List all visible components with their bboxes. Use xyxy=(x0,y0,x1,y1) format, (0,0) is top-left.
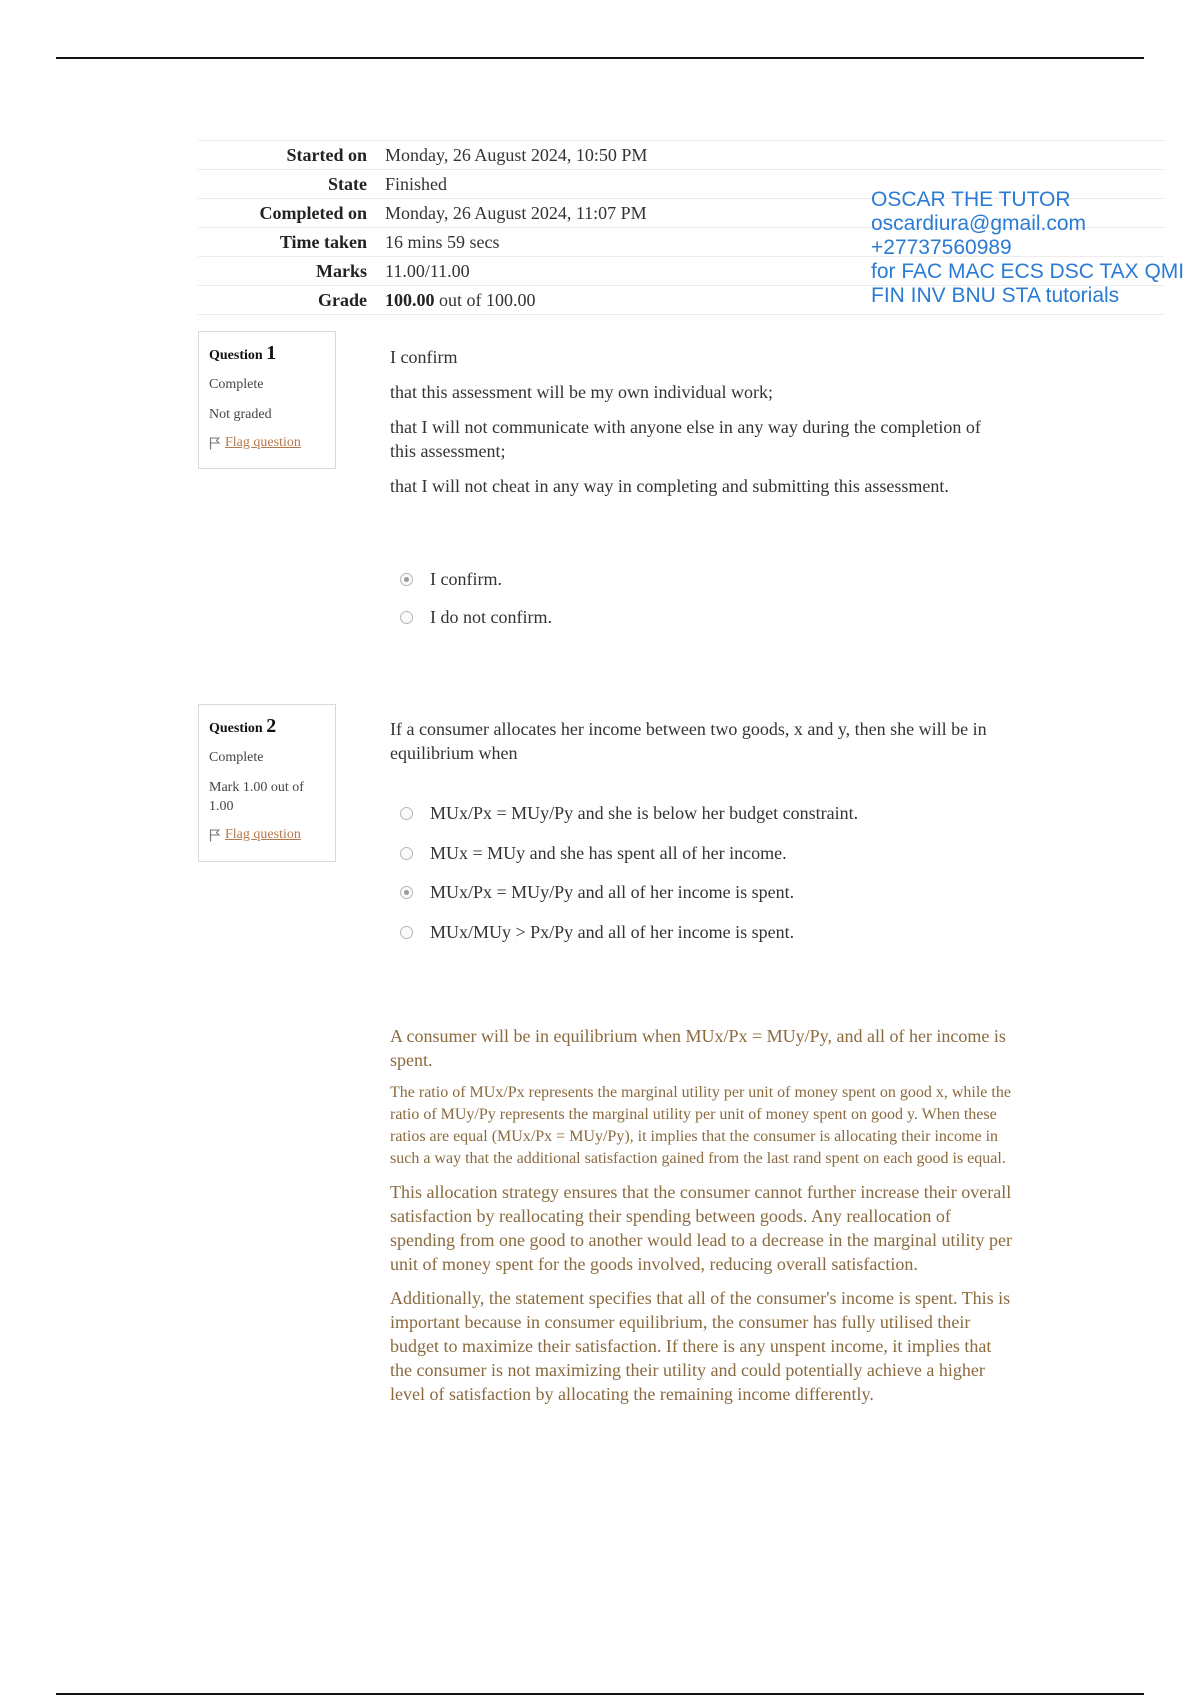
q1-text-line-4: that I will not cheat in any way in completing and submitting this assessment. xyxy=(390,476,949,496)
flag-question-label: Flag question xyxy=(225,435,301,450)
grade-label: Grade xyxy=(318,289,367,310)
q1-option-confirm-label: I confirm. xyxy=(430,569,502,589)
promo-line-2: oscardiura@gmail.com xyxy=(871,212,1087,235)
question-2-number xyxy=(209,715,325,738)
state-label: State xyxy=(328,173,367,194)
q2-option-d[interactable] xyxy=(400,922,794,943)
q2-general-feedback xyxy=(390,1024,1015,1416)
bottom-rule xyxy=(56,1693,1144,1695)
question-1-info xyxy=(198,331,336,469)
state-value: Finished xyxy=(385,173,448,194)
marks-value: 11.00/11.00 xyxy=(385,260,470,281)
question-label: Question xyxy=(209,348,263,363)
q1-text-line-3: that I will not communicate with anyone else in any way during the completion of this assessment; xyxy=(390,417,981,461)
q2-option-d-label: MUx/MUy > Px/Py and all of her income is spent. xyxy=(430,922,795,942)
time-taken-label: Time taken xyxy=(279,231,367,252)
radio-button[interactable] xyxy=(400,926,413,939)
question-1-status: Complete xyxy=(209,377,264,392)
question-number: 1 xyxy=(266,342,277,364)
question-2-info xyxy=(198,704,336,862)
started-on-value: Monday, 26 August 2024, 10:50 PM xyxy=(385,144,648,165)
radio-button[interactable] xyxy=(400,611,413,624)
radio-button-selected[interactable] xyxy=(400,886,413,899)
completed-on-label: Completed on xyxy=(259,202,367,223)
started-on-label: Started on xyxy=(286,144,367,165)
q1-text-line-1: I confirm xyxy=(390,347,458,367)
q1-option-do-not-confirm-label: I do not confirm. xyxy=(430,607,552,627)
question-1-flag-link[interactable] xyxy=(209,435,325,451)
question-1-grade: Not graded xyxy=(209,407,272,422)
completed-on-value: Monday, 26 August 2024, 11:07 PM xyxy=(385,202,647,223)
promo-line-4: for FAC MAC ECS DSC TAX QMI xyxy=(871,260,1185,283)
time-taken-value: 16 mins 59 secs xyxy=(385,231,500,252)
radio-button[interactable] xyxy=(400,847,413,860)
q2-option-c-label: MUx/Px = MUy/Py and all of her income is spent. xyxy=(430,882,795,902)
feedback-paragraph-3: This allocation strategy ensures that the consumer cannot further increase their overall satisfaction by reallocating their spending between goods. Any reallocation of spending from one good to another would lead to a decrease in the marginal utility per unit of money spent for the goods involved, reducing overall satisfaction. xyxy=(390,1182,1012,1274)
question-2-text xyxy=(390,717,1010,776)
q1-option-confirm[interactable] xyxy=(400,569,502,590)
feedback-paragraph-4: Additionally, the statement specifies that all of the consumer's income is spent. This is important because in consumer equilibrium, the consumer has fully utilised their budget to maximize their satisfaction. If there is any unspent income, it implies that the consumer is not maximizing their utility and could potentially achieve a higher level of satisfaction by allocating the remaining income differently. xyxy=(390,1288,1011,1404)
feedback-paragraph-1: A consumer will be in equilibrium when MUx/Px = MUy/Py, and all of her income is spent. xyxy=(390,1026,1006,1070)
promo-line-1: OSCAR THE TUTOR xyxy=(871,188,1071,211)
flag-question-label: Flag question xyxy=(225,827,301,842)
grade-out-of: out of 100.00 xyxy=(434,289,536,310)
q2-option-a[interactable] xyxy=(400,803,858,824)
feedback-paragraph-2: The ratio of MUx/Px represents the marginal utility per unit of money spent on good x, while the ratio of MUy/Py represents the marginal utility per unit of money spent on good y. When these ratios are equal (MUx/Px = MUy/Py), it implies that the consumer is allocating their income in such a way that the additional satisfaction gained from the last rand spent on each good is equal. xyxy=(390,1084,1011,1167)
q2-option-c[interactable] xyxy=(400,882,794,903)
question-2-grade: Mark 1.00 out of 1.00 xyxy=(209,780,304,814)
question-number: 2 xyxy=(266,715,277,737)
promo-line-5: FIN INV BNU STA tutorials xyxy=(871,284,1120,307)
question-2-flag-link[interactable] xyxy=(209,827,325,843)
q2-option-a-label: MUx/Px = MUy/Py and she is below her budget constraint. xyxy=(430,803,859,823)
grade-score: 100.00 xyxy=(385,289,435,310)
q2-option-b[interactable] xyxy=(400,843,787,864)
flag-icon xyxy=(209,437,220,450)
flag-icon xyxy=(209,829,220,842)
question-1-number xyxy=(209,342,325,365)
top-rule xyxy=(56,57,1144,59)
summary-row-started xyxy=(198,140,1164,169)
question-label: Question xyxy=(209,721,263,736)
marks-label: Marks xyxy=(316,260,367,281)
q2-question-text: If a consumer allocates her income between two goods, x and y, then she will be in equilibrium when xyxy=(390,719,987,763)
question-2-status: Complete xyxy=(209,750,264,765)
q2-option-b-label: MUx = MUy and she has spent all of her income. xyxy=(430,843,787,863)
radio-button-selected[interactable] xyxy=(400,573,413,586)
radio-button[interactable] xyxy=(400,807,413,820)
q1-option-do-not-confirm[interactable] xyxy=(400,607,552,628)
question-1-text xyxy=(390,345,1010,509)
q1-text-line-2: that this assessment will be my own individual work; xyxy=(390,382,773,402)
tutor-promo-text xyxy=(871,188,1184,308)
promo-line-3: +27737560989 xyxy=(871,236,1012,259)
